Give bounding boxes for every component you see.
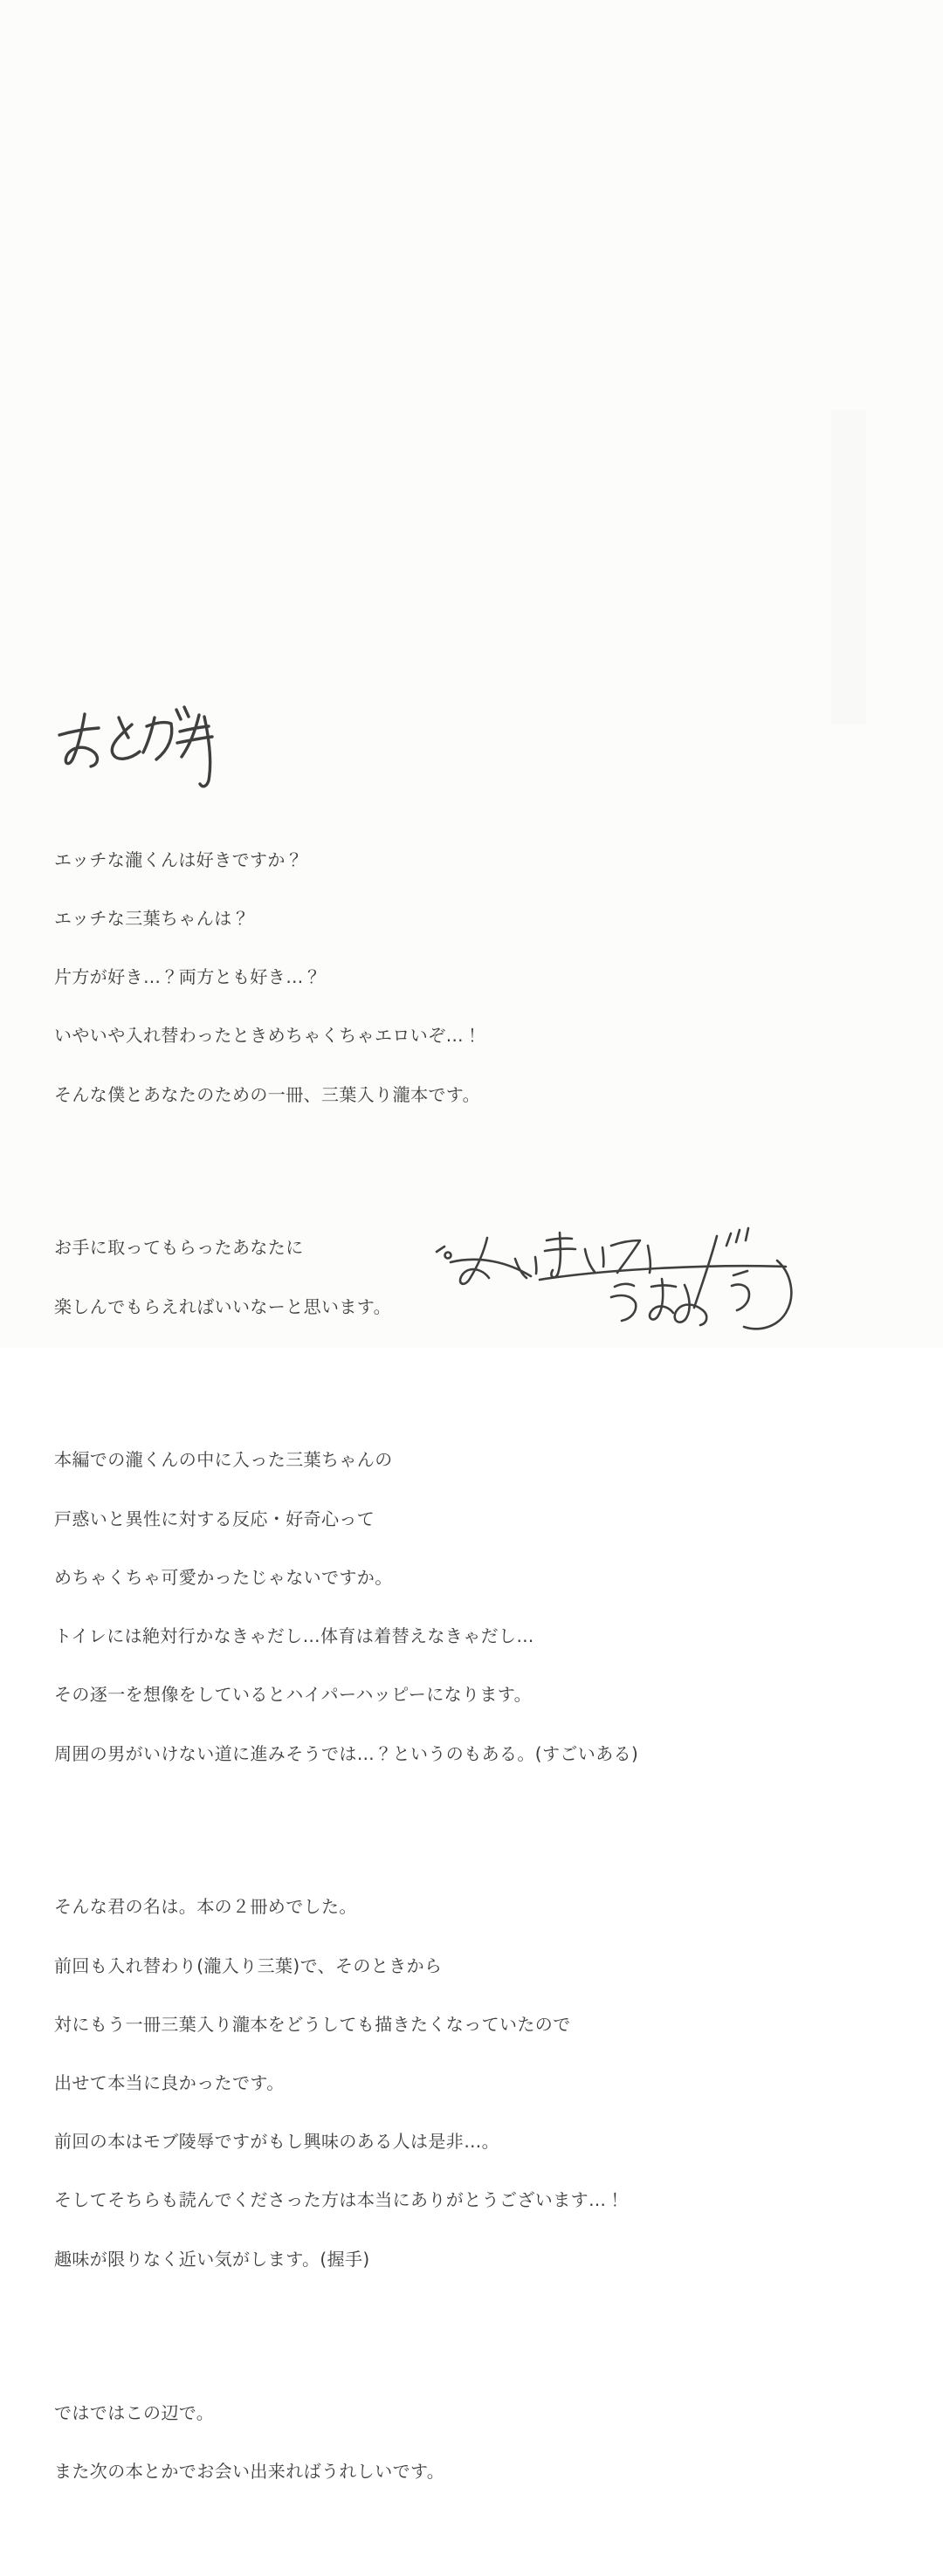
text-line: 出せて本当に良かったです。 — [54, 2072, 285, 2093]
text-line: 前回の本はモブ陵辱ですがもし興味のある人は是非…。 — [54, 2131, 499, 2153]
text-line: エッチな瀧くんは好きですか？ — [54, 848, 304, 870]
scan-artifact-band — [831, 410, 866, 725]
text-line: そしてそちらも読んでくださった方は本当にありがとうございます…！ — [54, 2189, 624, 2211]
text-line: お手に取ってもらったあなたに — [54, 1237, 304, 1259]
paragraph-3 — [54, 1412, 638, 1803]
text-line: 趣味が限りなく近い気がします。(握手) — [54, 2248, 370, 2270]
text-line: 片方が好き…？両方とも好き…？ — [54, 966, 321, 988]
author-signature-handwriting — [431, 1213, 816, 1346]
text-line: 本編での瀧くんの中に入った三葉ちゃんの — [54, 1449, 393, 1471]
text-line: エッチな三葉ちゃんは？ — [54, 907, 250, 929]
paragraph-5 — [54, 2364, 638, 2520]
text-line: トイレには絶対行かなきゃだし…体育は着替えなきゃだし… — [54, 1625, 534, 1647]
text-line: そんな僕とあなたのための一冊、三葉入り瀧本です。 — [54, 1083, 480, 1105]
text-line: 戸惑いと異性に対する反応・好奇心って — [54, 1508, 375, 1529]
text-line: 楽しんでもらえればいいなーと思います。 — [54, 1295, 391, 1317]
text-line: また次の本とかでお会い出来ればうれしいです。 — [54, 2460, 445, 2482]
text-line: 周囲の男がいけない道に進みそうでは…？というのもある。(すごいある) — [54, 1742, 639, 1764]
afterword-body — [54, 772, 638, 2576]
text-line: ではではこの辺で。 — [54, 2401, 215, 2423]
text-line: 前回も入れ替わり(瀧入り三葉)で、そのときから — [54, 1954, 443, 1976]
text-line: そんな君の名は。本の２冊めでした。 — [54, 1896, 357, 1918]
text-line: いやいや入れ替わったときめちゃくちゃエロいぞ…！ — [54, 1025, 482, 1047]
paragraph-1 — [54, 811, 638, 1144]
text-line: めちゃくちゃ可愛かったじゃないですか。 — [54, 1566, 393, 1588]
paragraph-4 — [54, 1858, 638, 2308]
text-line: その逐一を想像をしているとハイパーハッピーになります。 — [54, 1684, 532, 1706]
text-line: 対にもう一冊三葉入り瀧本をどうしても描きたくなっていたので — [54, 2013, 571, 2035]
